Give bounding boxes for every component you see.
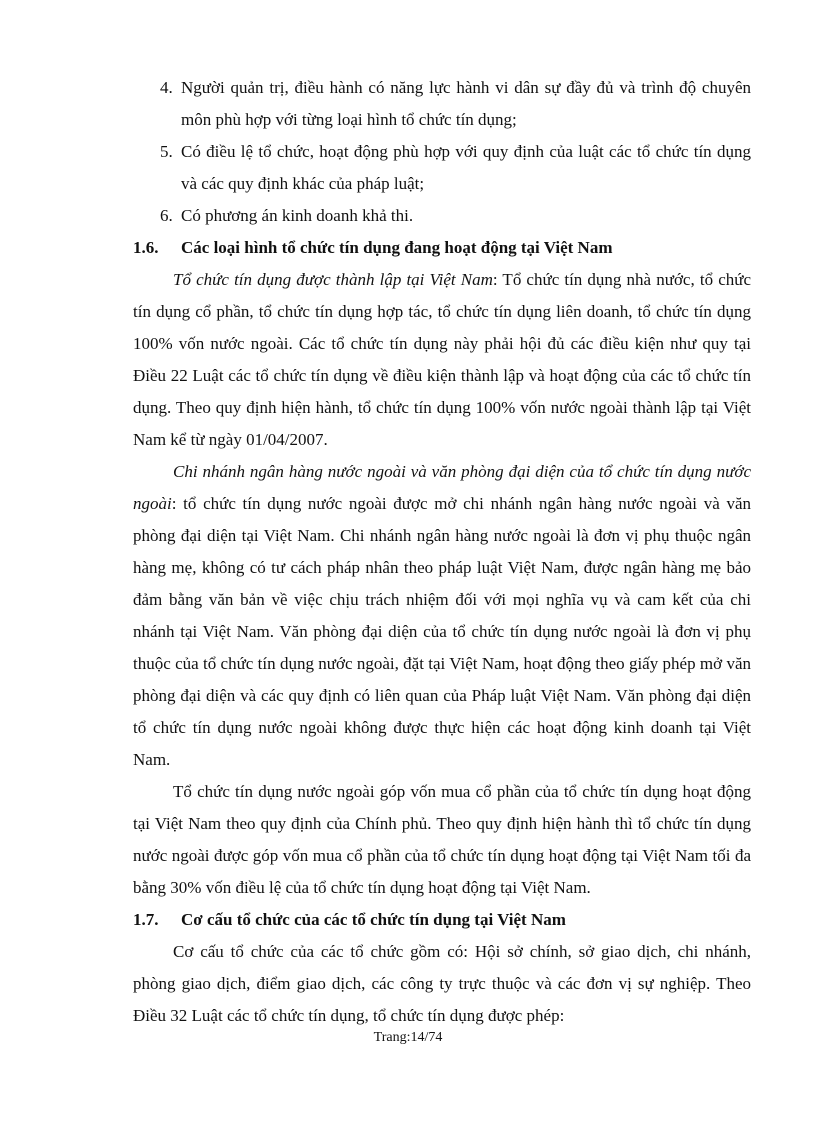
italic-term: Tổ chức tín dụng được thành lập tại Việt Nam <box>173 270 493 289</box>
section-title: Cơ cấu tổ chức của các tổ chức tín dụng tại Việt Nam <box>181 910 566 929</box>
section-heading-1-7 <box>133 904 751 936</box>
section-number: 1.7. <box>133 910 159 929</box>
page-number: Trang:14/74 <box>373 1030 443 1045</box>
paragraph <box>133 776 751 904</box>
paragraph-text: Tổ chức tín dụng nước ngoài góp vốn mua cổ phần của tổ chức tín dụng hoạt động tại Việt Nam theo quy định của Chính phủ. Theo quy định hiện hành thì tổ chức tín dụng nước ngoài được góp vốn mua cổ phần của tổ chức tín dụng hoạt động tại Việt Nam tối đa bằng 30% vốn điều lệ của tổ chức tín dụng hoạt động tại Việt Nam. <box>133 782 751 897</box>
list-item <box>133 200 751 232</box>
paragraph <box>133 264 751 456</box>
section-heading-1-6 <box>133 232 751 264</box>
section-number: 1.6. <box>133 238 159 257</box>
list-text: Có điều lệ tổ chức, hoạt động phù hợp với quy định của luật các tổ chức tín dụng và các quy định khác của pháp luật; <box>181 142 751 193</box>
paragraph <box>133 936 751 1032</box>
paragraph-text: : Tổ chức tín dụng nhà nước, tổ chức tín dụng cổ phần, tổ chức tín dụng hợp tác, tổ chức tín dụng liên doanh, tổ chức tín dụng 100% vốn nước ngoài. Các tổ chức tín dụng này phải hội đủ các điều kiện như quy tại Điều 22 Luật các tổ chức tín dụng về điều kiện thành lập và hoạt động của các tổ chức tín dụng. Theo quy định hiện hành, tổ chức tín dụng 100% vốn nước ngoài thành lập tại Việt Nam kể từ ngày 01/04/2007. <box>133 270 751 449</box>
list-item <box>133 136 751 200</box>
list-item <box>133 72 751 136</box>
list-number: 5. <box>160 142 173 161</box>
italic-term: Chi nhánh ngân hàng nước ngoài và văn phòng đại diện của tổ chức tín dụng nước ngoài <box>133 462 751 513</box>
list-text: Người quản trị, điều hành có năng lực hành vi dân sự đầy đủ và trình độ chuyên môn phù hợp với từng loại hình tổ chức tín dụng; <box>181 78 751 129</box>
list-number: 4. <box>160 78 173 97</box>
list-text: Có phương án kinh doanh khả thi. <box>181 206 414 225</box>
paragraph-text: Cơ cấu tổ chức của các tổ chức gồm có: Hội sở chính, sở giao dịch, chi nhánh, phòng giao dịch, điểm giao dịch, các công ty trực thuộc và các đơn vị sự nghiệp. Theo Điều 32 Luật các tổ chức tín dụng, tổ chức tín dụng được phép: <box>133 942 751 1025</box>
document-page <box>133 72 751 1032</box>
list-number: 6. <box>160 206 173 225</box>
paragraph-text: : tổ chức tín dụng nước ngoài được mở chi nhánh ngân hàng nước ngoài và văn phòng đại diện tại Việt Nam. Chi nhánh ngân hàng nước ngoài là đơn vị phụ thuộc ngân hàng mẹ, không có tư cách pháp nhân theo pháp luật Việt Nam, được ngân hàng mẹ bảo đảm bằng văn bản về việc chịu trách nhiệm đối với mọi nghĩa vụ và cam kết của chi nhánh tại Việt Nam. Văn phòng đại diện của tổ chức tín dụng nước ngoài là đơn vị phụ thuộc của tổ chức tín dụng nước ngoài, đặt tại Việt Nam, hoạt động theo giấy phép mở văn phòng đại diện và các quy định có liên quan của Pháp luật Việt Nam. Văn phòng đại diện tổ chức tín dụng nước ngoài không được thực hiện các hoạt động kinh doanh tại Việt Nam. <box>133 494 751 769</box>
paragraph <box>133 456 751 776</box>
section-title: Các loại hình tổ chức tín dụng đang hoạt động tại Việt Nam <box>181 238 613 257</box>
